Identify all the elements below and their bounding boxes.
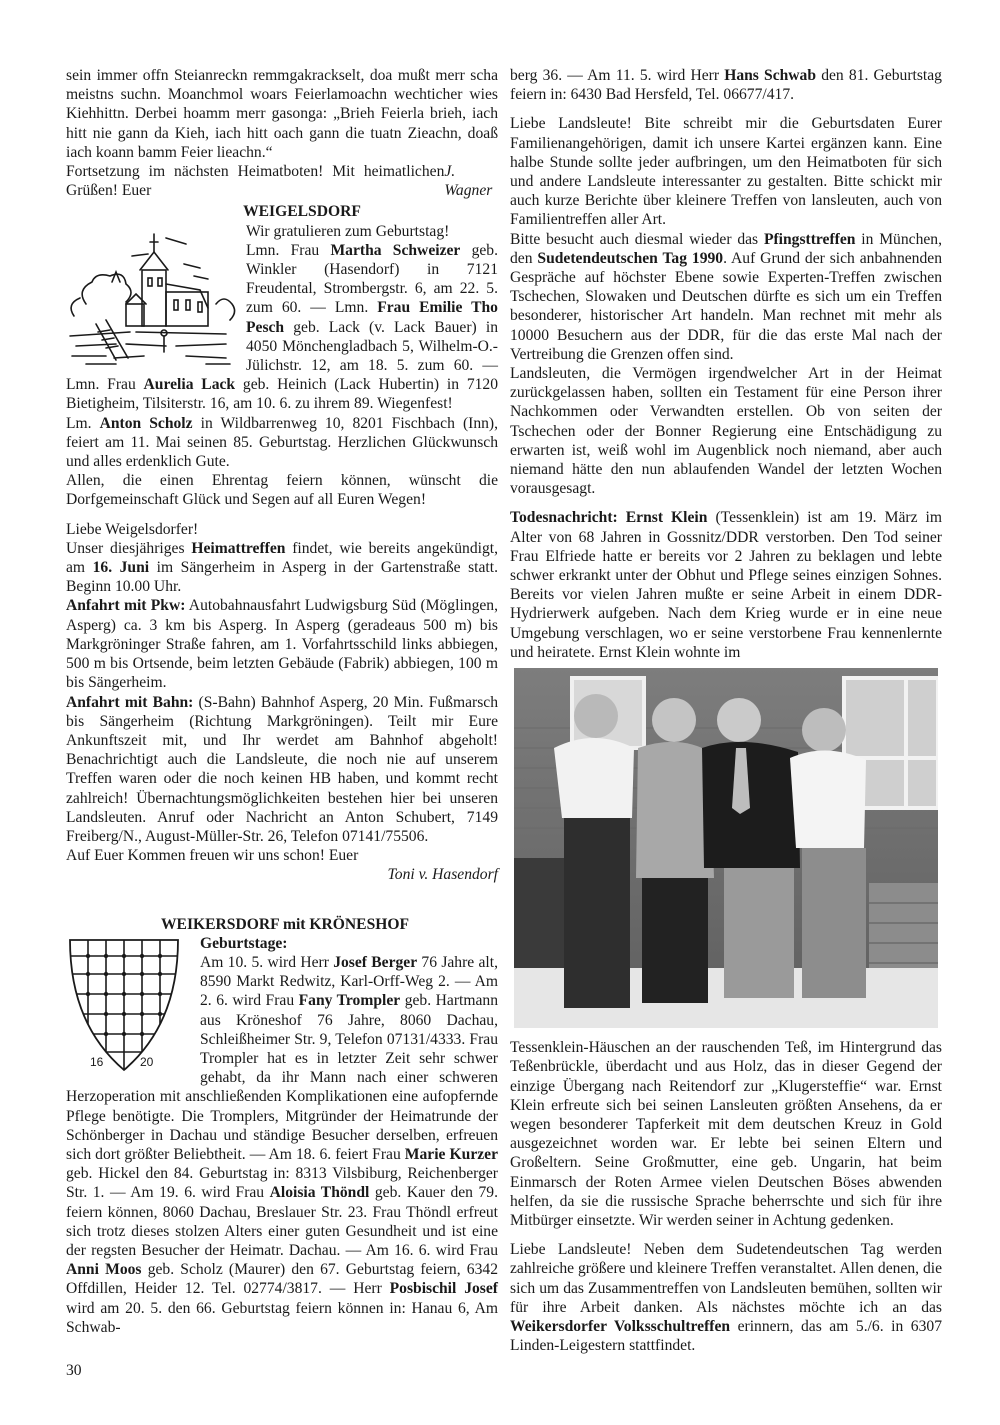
obituary-paragraph <box>510 508 942 662</box>
text-run: Lm. <box>66 414 100 432</box>
person-name: Aurelia Lack <box>143 376 236 394</box>
greeting-line: Liebe Weigelsdorfer! <box>66 520 199 538</box>
author-signature: J. Wagner <box>444 163 493 200</box>
text-run: geb. Hartmann aus Kröneshof 76 Jahre, 8060 Dachau, Schleißheimer Str. 9, Telefon 07131/4333. Frau Trompler hat es in letzter Zeit sehr schwer gehabt, da ihr Mann nach einer schweren Herzoperation mit anschließenden Komplikationen eine aufopfernde Pflege benötigte. Die Tromplers, Mitgründer der Heimatrunde der Schönberger in Dachau und ständige Besucher derselben, erfreuen sich dort größter Beliebtheit. — Am 18. 6. feiert Frau <box>66 992 498 1163</box>
group-photo-four-men-icon <box>514 668 938 1028</box>
village-church-drawing-icon <box>66 224 238 370</box>
group-photo <box>514 668 938 1028</box>
pfingsttreffen-paragraph <box>510 230 942 364</box>
car-directions <box>66 596 498 692</box>
text-run: Autobahnausfahrt Ludwigsburg Süd (Möglingen, Asperg) ca. 3 km bis Asperg. In Asperg (geradeaus 500 m) bis Markgröninger Straße fahren, am 1. Vorfahrtsschild links abbiegen, 500 m bis Ortsende, beim letzten Gebäude (Fabrik) abbiegen, 100 m bis Sängerheim. <box>66 597 498 692</box>
text-run: in Wildbarrenweg 10, 8201 Fischbach (Inn), feiert am 11. Mai seinen 85. Geburtstag. Herzlichen Glückwunsch und alles erdenklich Gute. <box>66 414 499 471</box>
text-run: den 81. Geburtstag feiern in: 6430 Bad Hersfeld, Tel. 06677/417. <box>510 67 942 104</box>
text-run: geb. Winkler (Hasendorf) in 7121 Freudental, Strombergstr. 6, am 22. 5. zum 60. — Lmn. <box>246 241 499 317</box>
crest-label-left: 16 <box>90 1054 104 1069</box>
text-run: in München, den <box>510 230 942 267</box>
train-directions-label: Anfahrt mit Bahn: <box>66 693 194 711</box>
signature-toni: Toni v. Hasendorf <box>387 866 498 884</box>
text-run: 76 Jahre alt, 8590 Markt Redwitz, Karl-Orff-Weg 2. — Am 2. 6. wird Frau <box>200 953 498 1010</box>
text-run: erinnern, das am 5./6. in 6307 Linden-Leigestern stattfindet. <box>510 1317 942 1355</box>
text-run: berg 36. — Am 11. 5. wird Herr <box>510 67 725 84</box>
text-run: (S-Bahn) Bahnhof Asperg, 20 Min. Fußmarsch bis Sängerheim (Richtung Markgröningen). Teilt mir Eure Ankunftszeit mit, und Ihr werdet am Bahnhof abgeholt! Benachrichtigt auch die Landsleute, die noch nie auf unserem Treffen waren oder die noch keinen HB haben, und kommt recht zahlreich! Übernachtungsmöglichkeiten bestehen hier bei unseren Landsleuten. Anruf oder Nachricht an Anton Schubert, 7149 Freiberg/N., August-Müller-Str. 26, Telefon 07141/75506. <box>66 693 498 845</box>
event-name: Pfingsttreffen <box>763 230 856 248</box>
event-date: 16. Juni <box>92 559 150 577</box>
text-run: geb. Hickel den 84. Geburtstag in: 8313 Vilsbiburg, Reichenberger Str. 1. — Am 19. 6. wird Frau <box>66 1165 498 1202</box>
text-run: Lmn. Frau <box>246 241 331 259</box>
person-name: Anton Scholz <box>99 414 193 432</box>
text-run: (Tessenklein) ist am 19. März im Alter von 68 Jahren in Gossnitz/DDR verstorben. Den Tod seiner Frau Elfriede hatte er bereits vor 2 Jahren zu beklagen und lebte schwer erkrankt unter der Obhut und Pflege seines einzigen Sohnes. Bereits vor vielen Jahren mußte er seine Arbeit in einem DDR-Hydrierwerk aufgeben. Nach dem Krieg wurde er in eine neue Umgebung verschlagen, wo er seine verstorbene Frau kennenlernte und heiratete. Ernst Klein wohnte im <box>510 509 942 661</box>
appeal-paragraph: Liebe Landsleute! Bite schreibt mir die Geburtsdaten Eurer Familienangehörigen, damit ich unsere Kartei ergänzen kann. Eine halbe Stunde sollte jeder aufbringen, um den Heimatboten für sich und andere Landsleute interessanter zu gestalten. Bitte schickt mir auch kurze Berichte über kleinere Treffen von lansleuten, auch von Familientreffen aller Art. <box>510 115 942 229</box>
person-name: Aloisia Thöndl <box>269 1184 370 1202</box>
dialect-text: sein immer offn Steianreckn remmgakrackselt, doa mußt merr scha meistns suchn. Moanchmol woars Feierlamoachn wechticher wies Kiehhittn. Derbei hoamm merr gasonga: „Brieh Feierla brieh, iach hitt nie gann da Kieh, iach hitt oach gann die tuatn Zieachn, doaß iach koann bamm Feier lieachn.“ <box>66 67 498 161</box>
person-name: Josef Berger <box>333 953 418 971</box>
text-run: Liebe Landsleute! Neben dem Sudetendeutschen Tag werden zahlreiche größere und kleinere Treffen veranstaltet. Allen denen, die sich um das Zusammentreffen von Landsleuten bemühen, sollten wir für ihre Arbeit danken. Als nächstes möchte ich an das <box>510 1241 942 1316</box>
event-name: Weikersdorfer Volksschultreffen <box>510 1317 731 1335</box>
text-run: Am 10. 5. wird Herr <box>200 953 334 971</box>
final-paragraph <box>510 1240 942 1355</box>
subheading-birthdays: Geburtstage: <box>200 934 288 952</box>
closing-text-weigelsdorf: Auf Euer Kommen freuen wir uns schon! Euer <box>66 847 359 865</box>
section-heading-weikersdorf: WEIKERSDORF mit KRÖNESHOF <box>160 915 410 933</box>
coat-of-arms-shield-icon <box>66 934 192 1080</box>
train-directions <box>66 693 498 847</box>
person-name: Anni Moos <box>66 1261 142 1279</box>
text-run: geb. Scholz (Maurer) den 67. Geburtstag feiern, 6342 Offdillen, Heider 12. Tel. 02774/3817. — Herr <box>66 1261 498 1298</box>
weikersdorf-section <box>66 934 498 1337</box>
text-run: Bitte besucht auch diesmal wieder das <box>510 230 764 248</box>
person-name: Marie Kurzer <box>404 1145 498 1163</box>
page-number: 30 <box>66 1362 82 1379</box>
text-run: im Sängerheim in Asperg in der Gartenstraße statt. Beginn 10.00 Uhr. <box>66 559 498 596</box>
text-run: geb. Lack (v. Lack Bauer) in 4050 Mönchengladbach 5, Wilhelm-O.-Jülichstr. 12, am 18. 5. zum 60. — Lmn. Frau <box>66 318 498 394</box>
text-run: findet, wie bereits angekündigt, am <box>66 539 498 577</box>
left-column <box>66 66 498 1337</box>
village-church-illustration <box>66 224 238 374</box>
obituary-continuation: Tessenklein-Häuschen an der rauschenden Teß, im Hintergrund das Teßenbrückle, überdacht und aus Holz, das in dieser Gegend der einzige Übergang nach Reitendorf zur „Klugersteffie“ war. Ernst Klein erfreute sich bei seinen Lansleuten größten Ansehens, da er wegen besonderer Tapferkeit mit dem deutschen Kreuz in Gold ausgezeichnet worden war. Er lebte bei seinen Eltern und Großeltern. Seine Großmutter, eine geb. Ungarin, hat beim Einmarsch der Roten Armee vielen Deutschen Böses abwenden helfen, da sie die russische Sprache beherrschte und sich für ihre Mitbürger einsetzte. Wir werden seiner in Achtung gedenken. <box>510 1039 942 1229</box>
text-run: Unser diesjähriges <box>66 539 192 557</box>
right-column <box>510 66 942 1355</box>
closing-text: Fortsetzung im nächsten Heimatboten! Mit heimatlichen Grüßen! Euer <box>66 163 445 200</box>
person-name: Fany Trompler <box>298 992 401 1010</box>
closing-line <box>66 162 498 200</box>
obituary-label: Todesnachricht: Ernst Klein <box>510 509 708 527</box>
testament-paragraph: Landsleuten, die Vermögen irgendwelcher Art in der Heimat zurückgelassen haben, sollten ein Testament für eine Person ihrer Nachkommen oder Verwandten erstellen. Ob von seiten der Tschechen oder der Bonner Regierung eine Entschädigung zu erwarten ist, weiß wohl im Augenblick noch niemand, aber auch niemand hätte den nun ablaufenden Wandel der letzten Wochen vorausgesagt. <box>510 365 942 498</box>
text-run: wird am 20. 5. den 66. Geburtstag feiern können in: Hanau 6, Am Schwab- <box>66 1299 498 1336</box>
congrats-line: Wir gratulieren zum Geburtstag! <box>246 222 450 240</box>
car-directions-label: Anfahrt mit Pkw: <box>66 597 186 615</box>
crest-label-right: 20 <box>140 1054 154 1069</box>
person-name: Martha Schweizer <box>330 241 461 259</box>
event-name: Sudetendeutschen Tag 1990 <box>537 249 724 267</box>
person-name: Frau Emilie Tho Pesch <box>246 299 498 336</box>
birthday-entry-scholz <box>66 414 498 472</box>
section-heading-weigelsdorf: WEIGELSDORF <box>243 203 361 221</box>
text-run: geb. Heinich (Lack Hubertin) in 7120 Bietigheim, Tilsiterstr. 16, am 10. 6. zu ihrem 89. Wiegenfest! <box>66 376 499 413</box>
wishes-paragraph: Allen, die einen Ehrentag feiern können, wünscht die Dorfgemeinschaft Glück und Segen auf all Euren Wegen! <box>66 472 498 509</box>
continuation-paragraph <box>510 66 942 104</box>
meeting-paragraph <box>66 539 498 597</box>
person-name: Hans Schwab <box>724 67 817 84</box>
text-run: . Auf Grund der sich anbahnenden Gespräche auf höchster Ebene sowie Experten-Treffen zwischen Tschechen, Slowaken und Deutschen dürfte es sich um ein Treffen besonderer, historischer Art handeln. Man rechnet mit mehr als 10000 Besuchern aus der DDR, für die das erste Mal nach der Vertreibung die Grenzen offen sind. <box>510 249 942 363</box>
text-run: geb. Kauer den 79. feiern können, 8060 Dachau, Breslauer Str. 23. Frau Thöndl erfreut sich trotz dieses stolzen Alters einer guten Gesundheit und ist eine der regsten Besucher der Heimatr. Dachau. — Am 16. 6. wird Frau <box>66 1184 498 1259</box>
weigelsdorf-section <box>66 222 498 414</box>
event-name: Heimattreffen <box>191 539 286 557</box>
coat-of-arms <box>66 934 192 1084</box>
person-name: Posbischil Josef <box>389 1280 498 1298</box>
